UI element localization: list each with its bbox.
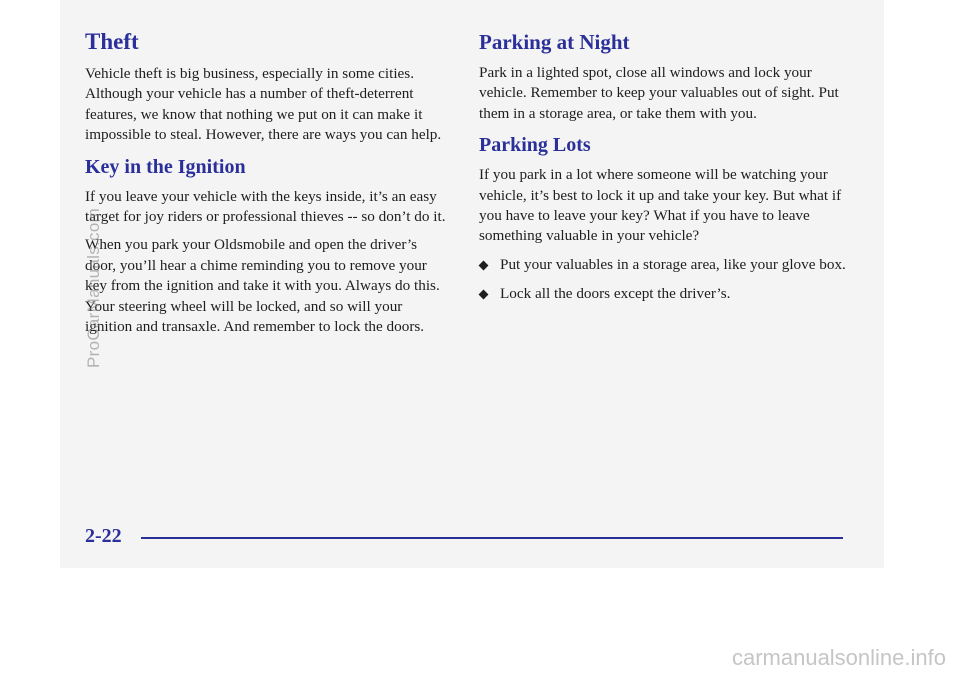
page-footer [85,525,845,555]
watermark-text: ProCarManuals.com [84,207,103,368]
parking-lots-paragraph: If you park in a lot where someone will be watching your vehicle, it’s best to lock it up and take your key. But what if you have to leave your key? What if you have to leave something valuable in your vehicle? [479,166,842,245]
parking-lots-list [479,255,849,305]
footer-rule [141,537,843,539]
bullet-icon [479,290,489,300]
key-paragraph-2: When you park your Oldsmobile and open the driver’s door, you’ll hear a chime reminding you to remove your key from the ignition and take it with you. Always do this. Your steering wheel will be locked, and so will your ignition and transaxle. And remember to lock the doors. [85,236,440,336]
list-item [479,284,849,304]
right-column [479,28,849,314]
site-watermark: carmanualsonline.info [731,645,946,670]
theft-intro-paragraph: Vehicle theft is big business, especially in some cities. Although your vehicle has a number of theft-deterrent features, we know that nothing we put on it can make it impossible to steal. However, there are ways you can help. [85,65,442,144]
key-in-ignition-heading: Key in the Ignition [85,155,246,178]
parking-night-paragraph: Park in a lighted spot, close all windows and lock your vehicle. Remember to keep your valuables out of sight. Put them in a storage area, or take them with you. [479,64,839,122]
key-paragraph-1: If you leave your vehicle with the keys inside, it’s an easy target for joy riders or professional thieves -- so don’t do it. [85,187,446,226]
list-item-text: Put your valuables in a storage area, like your glove box. [500,255,846,273]
bullet-icon [479,260,489,270]
left-column [85,28,450,345]
parking-at-night-heading: Parking at Night [479,30,630,54]
page-number: 2-22 [85,525,122,547]
parking-lots-heading: Parking Lots [479,134,591,157]
list-item [479,255,849,275]
list-item-text: Lock all the doors except the driver’s. [500,285,731,303]
theft-title: Theft [85,29,139,54]
